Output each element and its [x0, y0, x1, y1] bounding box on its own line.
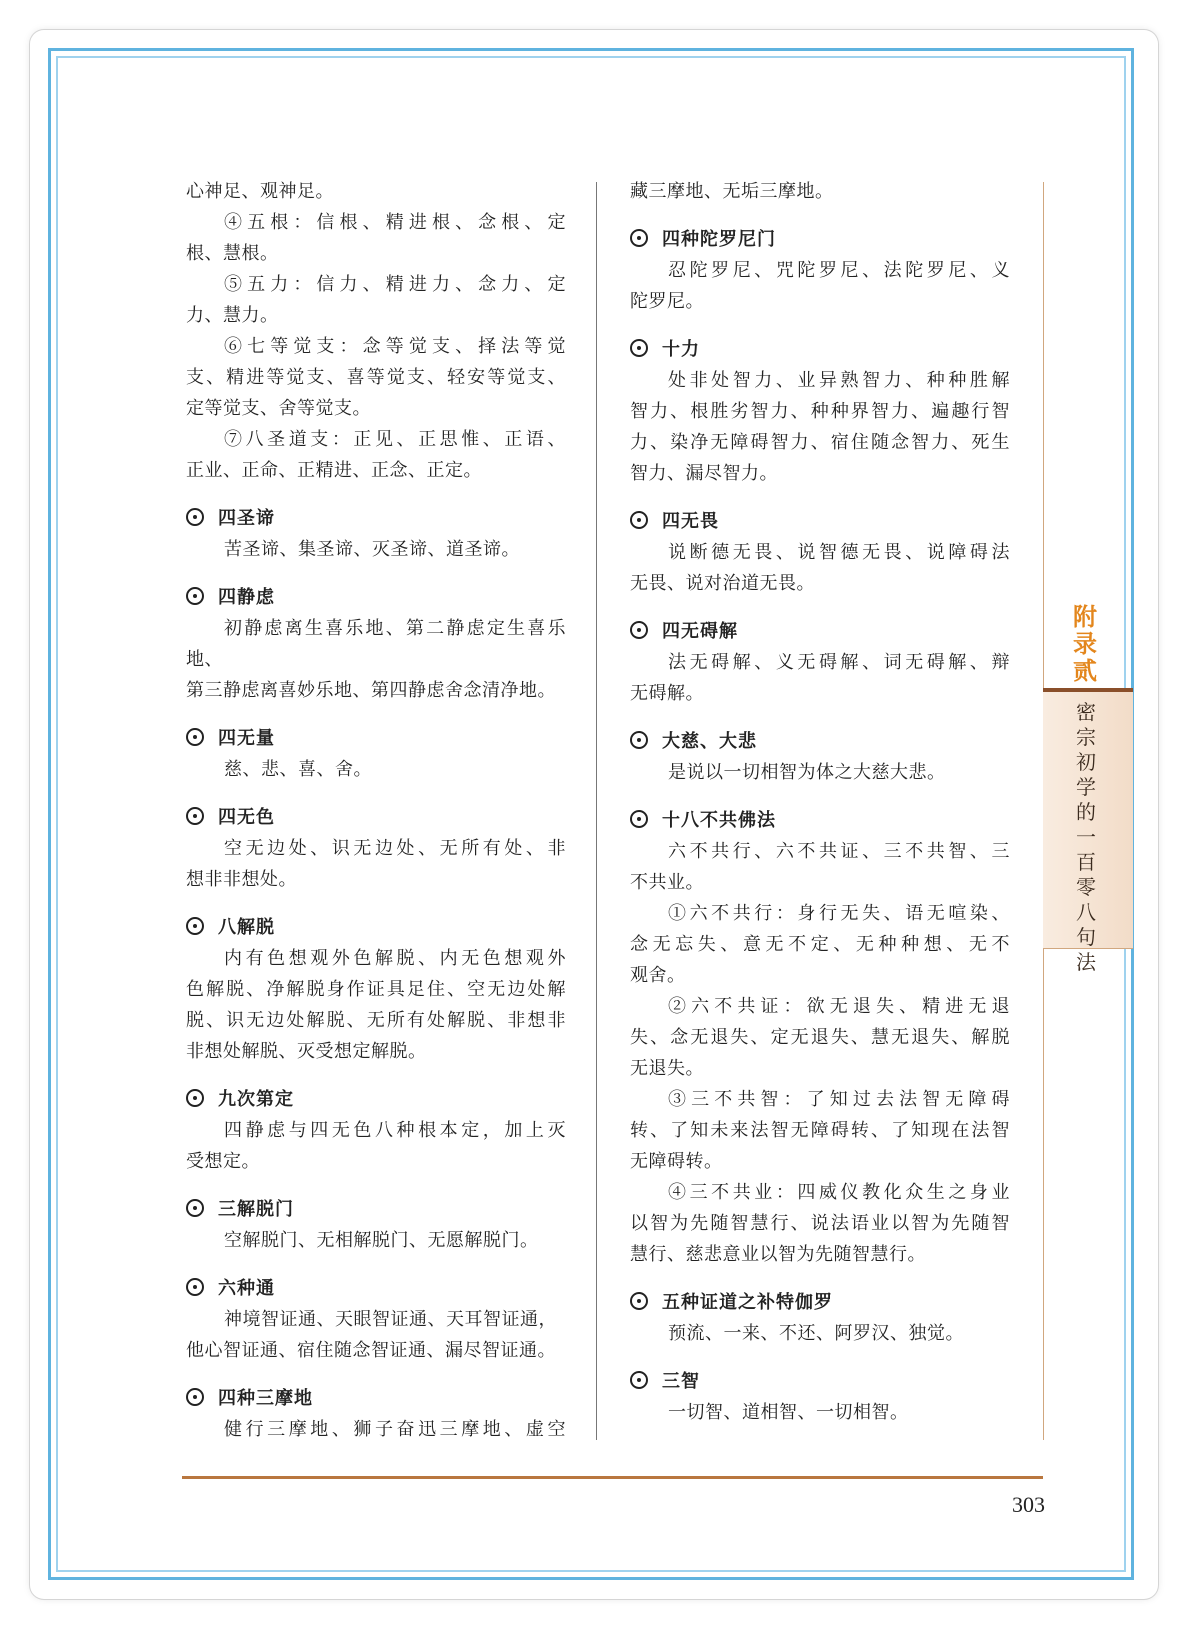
page-number: 303 — [1012, 1492, 1045, 1517]
item4-line1: ④五根：信根、精进根、念根、定 — [224, 212, 566, 233]
section-title: 四无畏 — [662, 511, 719, 532]
left-intro-line: 心神足、观神足。 — [186, 181, 334, 202]
section-title: 六种通 — [218, 1278, 275, 1299]
circle-dot-icon — [186, 587, 204, 605]
section-four-fearlessnesses — [630, 505, 1010, 599]
section-text: 神境智证通、天眼智证通、天耳智证通， — [224, 1309, 557, 1330]
section-text: 不共业。 — [630, 872, 704, 893]
section-text: ①六不共行：身行无失、语无喧染、 — [668, 903, 1010, 924]
section-three-doors-of-liberation — [186, 1193, 566, 1256]
section-text: 力、染净无障碍智力、宿住随念智力、死生 — [630, 432, 1010, 453]
item5-line1: ⑤五力：信力、精进力、念力、定 — [224, 274, 566, 295]
section-text: 一切智、道相智、一切相智。 — [668, 1402, 909, 1423]
section-title: 三解脱门 — [218, 1199, 294, 1220]
section-four-dhyanas — [186, 581, 566, 706]
circle-dot-icon — [186, 1199, 204, 1217]
section-text: 他心智证通、宿住随念智证通、漏尽智证通。 — [186, 1340, 556, 1361]
section-text: 观舍。 — [630, 965, 686, 986]
section-text: 以智为先随智慧行、说法语业以智为先随智 — [630, 1213, 1010, 1234]
section-text: 空解脱门、无相解脱门、无愿解脱门。 — [224, 1230, 539, 1251]
section-eighteen-unique-qualities — [630, 804, 1010, 1270]
section-four-noble-truths — [186, 502, 566, 565]
appendix-tab-title: 附录贰 — [1073, 603, 1097, 685]
circle-dot-icon — [630, 1371, 648, 1389]
section-text: 忍陀罗尼、咒陀罗尼、法陀罗尼、义 — [668, 260, 1010, 281]
section-nine-successive-absorptions — [186, 1083, 566, 1177]
section-title: 四静虑 — [218, 587, 275, 608]
circle-dot-icon — [186, 1278, 204, 1296]
section-text: 慈、悲、喜、舍。 — [224, 759, 372, 780]
section-text: 四静虑与四无色八种根本定，加上灭 — [224, 1120, 566, 1141]
section-title: 九次第定 — [218, 1089, 294, 1110]
circle-dot-icon — [630, 810, 648, 828]
circle-dot-icon — [630, 229, 648, 247]
section-eight-liberations — [186, 911, 566, 1067]
section-text: 色解脱、净解脱身作证具足住、空无边处解 — [186, 979, 566, 1000]
section-text: ④三不共业：四威仪教化众生之身业 — [668, 1182, 1010, 1203]
section-three-wisdoms — [630, 1365, 1010, 1428]
section-title: 三智 — [662, 1371, 700, 1392]
section-text: 无障碍转。 — [630, 1151, 723, 1172]
section-title: 四圣谛 — [218, 508, 275, 529]
right-column — [630, 176, 1010, 1428]
section-text: 健行三摩地、狮子奋迅三摩地、虚空 — [224, 1419, 566, 1440]
section-title: 大慈、大悲 — [662, 731, 757, 752]
section-text: 法无碍解、义无碍解、词无碍解、辩 — [668, 652, 1010, 673]
section-title: 十力 — [662, 339, 700, 360]
section-title: 四无色 — [218, 807, 275, 828]
circle-dot-icon — [186, 1089, 204, 1107]
circle-dot-icon — [630, 621, 648, 639]
circle-dot-icon — [630, 511, 648, 529]
item6-line1: ⑥七等觉支：念等觉支、择法等觉 — [224, 336, 566, 357]
section-five-noble-persons — [630, 1286, 1010, 1349]
section-text: 第三静虑离喜妙乐地、第四静虑舍念清净地。 — [186, 680, 556, 701]
footer-rule — [182, 1476, 1043, 1479]
section-text: 内有色想观外色解脱、内无色想观外 — [224, 948, 566, 969]
item7-line1: ⑦八圣道支：正见、正思惟、正语、 — [224, 429, 566, 450]
section-text: 智力、漏尽智力。 — [630, 463, 778, 484]
section-text: 无碍解。 — [630, 683, 704, 704]
section-text: 初静虑离生喜乐地、第二静虑定生喜乐地、 — [186, 618, 566, 670]
section-title: 四无量 — [218, 728, 275, 749]
section-text: 空无边处、识无边处、无所有处、非 — [224, 838, 566, 859]
section-title: 八解脱 — [218, 917, 275, 938]
section-title: 十八不共佛法 — [662, 810, 776, 831]
section-title: 四无碍解 — [662, 621, 738, 642]
item5-line2: 力、慧力。 — [186, 305, 279, 326]
appendix-tab-subtitle: 密宗初学的一百零八句法 — [1076, 700, 1096, 974]
section-text: ②六不共证：欲无退失、精进无退 — [668, 996, 1010, 1017]
circle-dot-icon — [630, 339, 648, 357]
circle-dot-icon — [186, 728, 204, 746]
section-great-compassion — [630, 725, 1010, 788]
right-intro-line: 藏三摩地、无垢三摩地。 — [630, 181, 834, 202]
section-four-immeasurables — [186, 722, 566, 785]
section-text: 预流、一来、不还、阿罗汉、独觉。 — [668, 1323, 964, 1344]
item7-line2: 正业、正命、正精进、正念、正定。 — [186, 460, 482, 481]
section-ten-powers — [630, 333, 1010, 489]
section-text: 说断德无畏、说智德无畏、说障碍法 — [668, 542, 1010, 563]
section-text: 非想处解脱、灭受想定解脱。 — [186, 1041, 427, 1062]
circle-dot-icon — [186, 1388, 204, 1406]
section-text: 想非非想处。 — [186, 869, 297, 890]
section-text: 脱、识无边处解脱、无所有处解脱、非想非 — [186, 1010, 566, 1031]
column-divider — [596, 182, 597, 1440]
section-text: 陀罗尼。 — [630, 291, 704, 312]
section-text: 处非处智力、业异熟智力、种种胜解 — [668, 370, 1010, 391]
section-text: 转、了知未来法智无障碍转、了知现在法智 — [630, 1120, 1010, 1141]
section-title: 五种证道之补特伽罗 — [662, 1292, 833, 1313]
section-text: 无退失。 — [630, 1058, 704, 1079]
section-four-formless — [186, 801, 566, 895]
circle-dot-icon — [630, 1292, 648, 1310]
section-four-analytical-knowledges — [630, 615, 1010, 709]
section-four-samadhis — [186, 1382, 566, 1445]
section-four-dharanis — [630, 223, 1010, 317]
section-text: 苦圣谛、集圣谛、灭圣谛、道圣谛。 — [224, 539, 520, 560]
section-text: 念无忘失、意无不定、无种种想、无不 — [630, 934, 1010, 955]
section-text: 受想定。 — [186, 1151, 260, 1172]
circle-dot-icon — [186, 807, 204, 825]
section-text: 无畏、说对治道无畏。 — [630, 573, 815, 594]
item6-line2: 支、精进等觉支、喜等觉支、轻安等觉支、 — [186, 367, 566, 388]
section-text: 失、念无退失、定无退失、慧无退失、解脱 — [630, 1027, 1010, 1048]
section-six-superknowledges — [186, 1272, 566, 1366]
section-text: ③三不共智：了知过去法智无障碍 — [668, 1089, 1010, 1110]
section-text: 慧行、慈悲意业以智为先随智慧行。 — [630, 1244, 926, 1265]
circle-dot-icon — [186, 917, 204, 935]
circle-dot-icon — [630, 731, 648, 749]
item6-line3: 定等觉支、舍等觉支。 — [186, 398, 371, 419]
section-text: 六不共行、六不共证、三不共智、三 — [668, 841, 1010, 862]
section-title: 四种陀罗尼门 — [662, 229, 776, 250]
circle-dot-icon — [186, 508, 204, 526]
section-text: 智力、根胜劣智力、种种界智力、遍趣行智 — [630, 401, 1010, 422]
left-column — [186, 176, 566, 1445]
item4-line2: 根、慧根。 — [186, 243, 279, 264]
section-title: 四种三摩地 — [218, 1388, 313, 1409]
section-text: 是说以一切相智为体之大慈大悲。 — [668, 762, 946, 783]
